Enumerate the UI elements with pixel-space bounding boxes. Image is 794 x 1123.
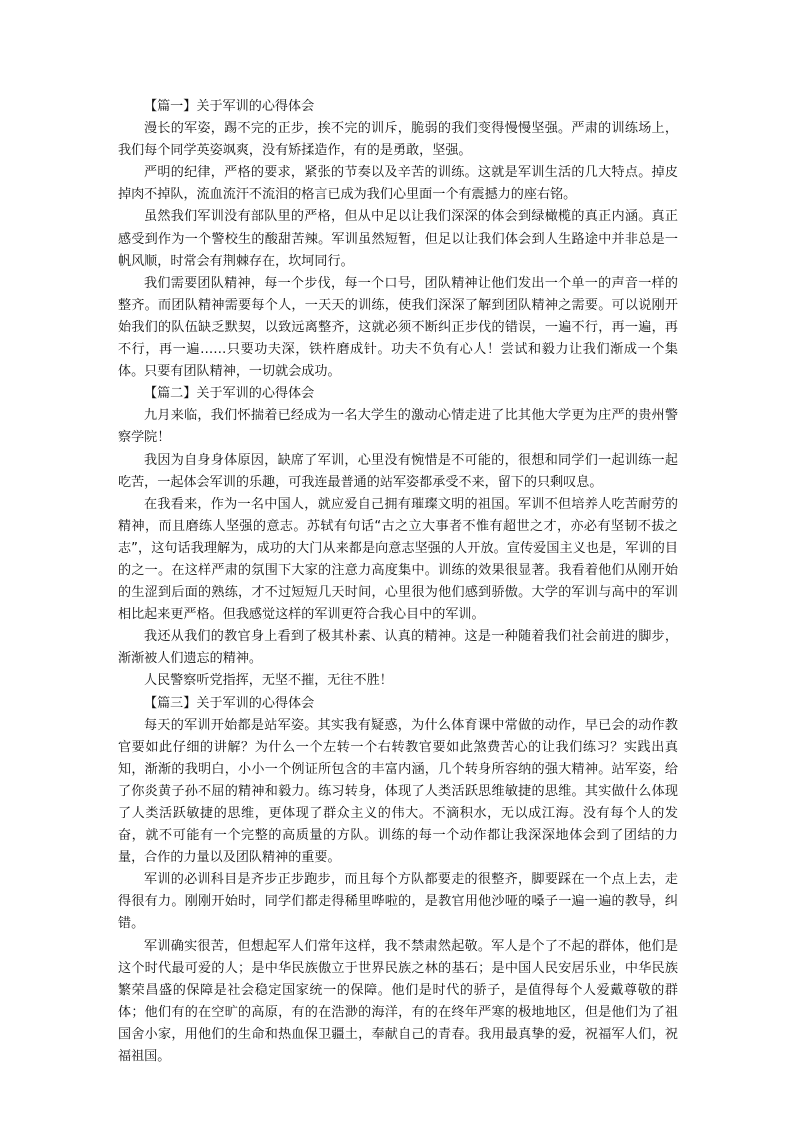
essay-section-3 xyxy=(118,693,678,1069)
section-heading: 【篇二】关于军训的心得体会 xyxy=(144,386,315,402)
essay-section-1 xyxy=(118,96,678,383)
paragraph: 我还从我们的教官身上看到了极其朴素、认真的精神。这是一种随着我们社会前进的脚步，渐渐被人们遗忘的精神。 xyxy=(118,629,678,667)
paragraph: 我们需要团队精神，每一个步伐，每一个口号，团队精神让他们发出一个单一的声音一样的整齐。而团队精神需要每个人，一天天的训练，使我们深深了解到团队精神之需要。可以说刚开始我们的队伍缺乏默契，以致远离整齐，这就必须不断纠正步伐的错误，一遍不行，再一遍，再不行，再一遍……只要功夫深，铁杵磨成针。功夫不负有心人！尝试和毅力让我们渐成一个集体。只要有团队精神，一切就会成功。 xyxy=(118,275,678,380)
paragraph: 我因为自身身体原因，缺席了军训，心里没有惋惜是不可能的，很想和同学们一起训练一起吃苦，一起体会军训的乐趣，可我连最普通的站军姿都承受不来，留下的只剩叹息。 xyxy=(118,452,678,490)
paragraph: 人民警察听党指挥，无坚不摧，无往不胜！ xyxy=(144,673,393,689)
paragraph: 九月来临，我们怀揣着已经成为一名大学生的激动心情走进了比其他大学更为庄严的贵州警察学院！ xyxy=(118,408,678,446)
paragraph: 军训的必训科目是齐步正步跑步，而且每个方队都要走的很整齐，脚要踩在一个点上去，走得很有力。刚刚开始时，同学们都走得稀里哗啦的，是教官用他沙哑的嗓子一遍一遍的教导，纠错。 xyxy=(118,872,678,932)
section-heading: 【篇三】关于军训的心得体会 xyxy=(144,695,315,711)
paragraph: 在我看来，作为一名中国人，就应爱自己拥有璀璨文明的祖国。军训不但培养人吃苦耐劳的精神，而且磨练人坚强的意志。苏轼有句话“古之立大事者不惟有超世之才，亦必有坚韧不拔之志”，这句话我理解为，成功的大门从来都是向意志坚强的人开放。宣传爱国主义也是，军训的目的之一。在这样严肃的氛围下大家的注意力高度集中。训练的效果很显著。我看着他们从刚开始的生涩到后面的熟练，才不过短短几天时间，心里很为他们感到骄傲。大学的军训与高中的军训相比起来更严格。但我感觉这样的军训更符合我心目中的军训。 xyxy=(118,496,678,623)
essay-section-2 xyxy=(118,383,678,692)
document-page xyxy=(118,96,678,1068)
paragraph: 漫长的军姿，踢不完的正步，挨不完的训斥，脆弱的我们变得慢慢坚强。严肃的训练场上，我们每个同学英姿飒爽，没有矫揉造作，有的是勇敢，坚强。 xyxy=(118,121,678,159)
section-heading: 【篇一】关于军训的心得体会 xyxy=(144,99,315,114)
paragraph: 虽然我们军训没有部队里的严格，但从中足以让我们深深的体会到绿橄榄的真正内涵。真正感受到作为一个警校生的酸甜苦辣。军训虽然短暂，但足以让我们体会到人生路途中并非总是一帆风顺，时常会有荆棘存在，坎坷同行。 xyxy=(118,209,678,269)
paragraph: 每天的军训开始都是站军姿。其实我有疑惑，为什么体育课中常做的动作，早已会的动作教官要如此仔细的讲解？为什么一个左转一个右转教官要如此煞费苦心的让我们练习？实践出真知，渐渐的我明白，小小一个例证所包含的丰富内涵，几个转身所容纳的强大精神。站军姿，给了你炎黄子孙不屈的精神和毅力。练习转身，体现了人类活跃思维敏捷的思维。其实做什么体现了人类活跃敏捷的思维，更体现了群众主义的伟大。不滴积水，无以成江海。没有每个人的发奋，就不可能有一个完整的高质量的方队。训练的每一个动作都让我深深地体会到了团结的力量，合作的力量以及团队精神的重要。 xyxy=(118,717,678,866)
paragraph: 严明的纪律，严格的要求，紧张的节奏以及辛苦的训练。这就是军训生活的几大特点。掉皮掉肉不掉队，流血流汗不流泪的格言已成为我们心里面一个有震撼力的座右铭。 xyxy=(118,165,678,203)
paragraph: 军训确实很苦，但想起军人们常年这样，我不禁肃然起敬。军人是个了不起的群体，他们是这个时代最可爱的人；是中华民族傲立于世界民族之林的基石；是中国人民安居乐业，中华民族繁荣昌盛的保障是社会稳定国家统一的保障。他们是时代的骄子，是值得每个人爱戴尊敬的群体；他们有的在空旷的高原，有的在浩渺的海洋，有的在终年严寒的极地地区，但是他们为了祖国舍小家，用他们的生命和热血保卫疆土，奉献自己的青春。我用最真挚的爱，祝福军人们，祝福祖国。 xyxy=(118,938,678,1065)
